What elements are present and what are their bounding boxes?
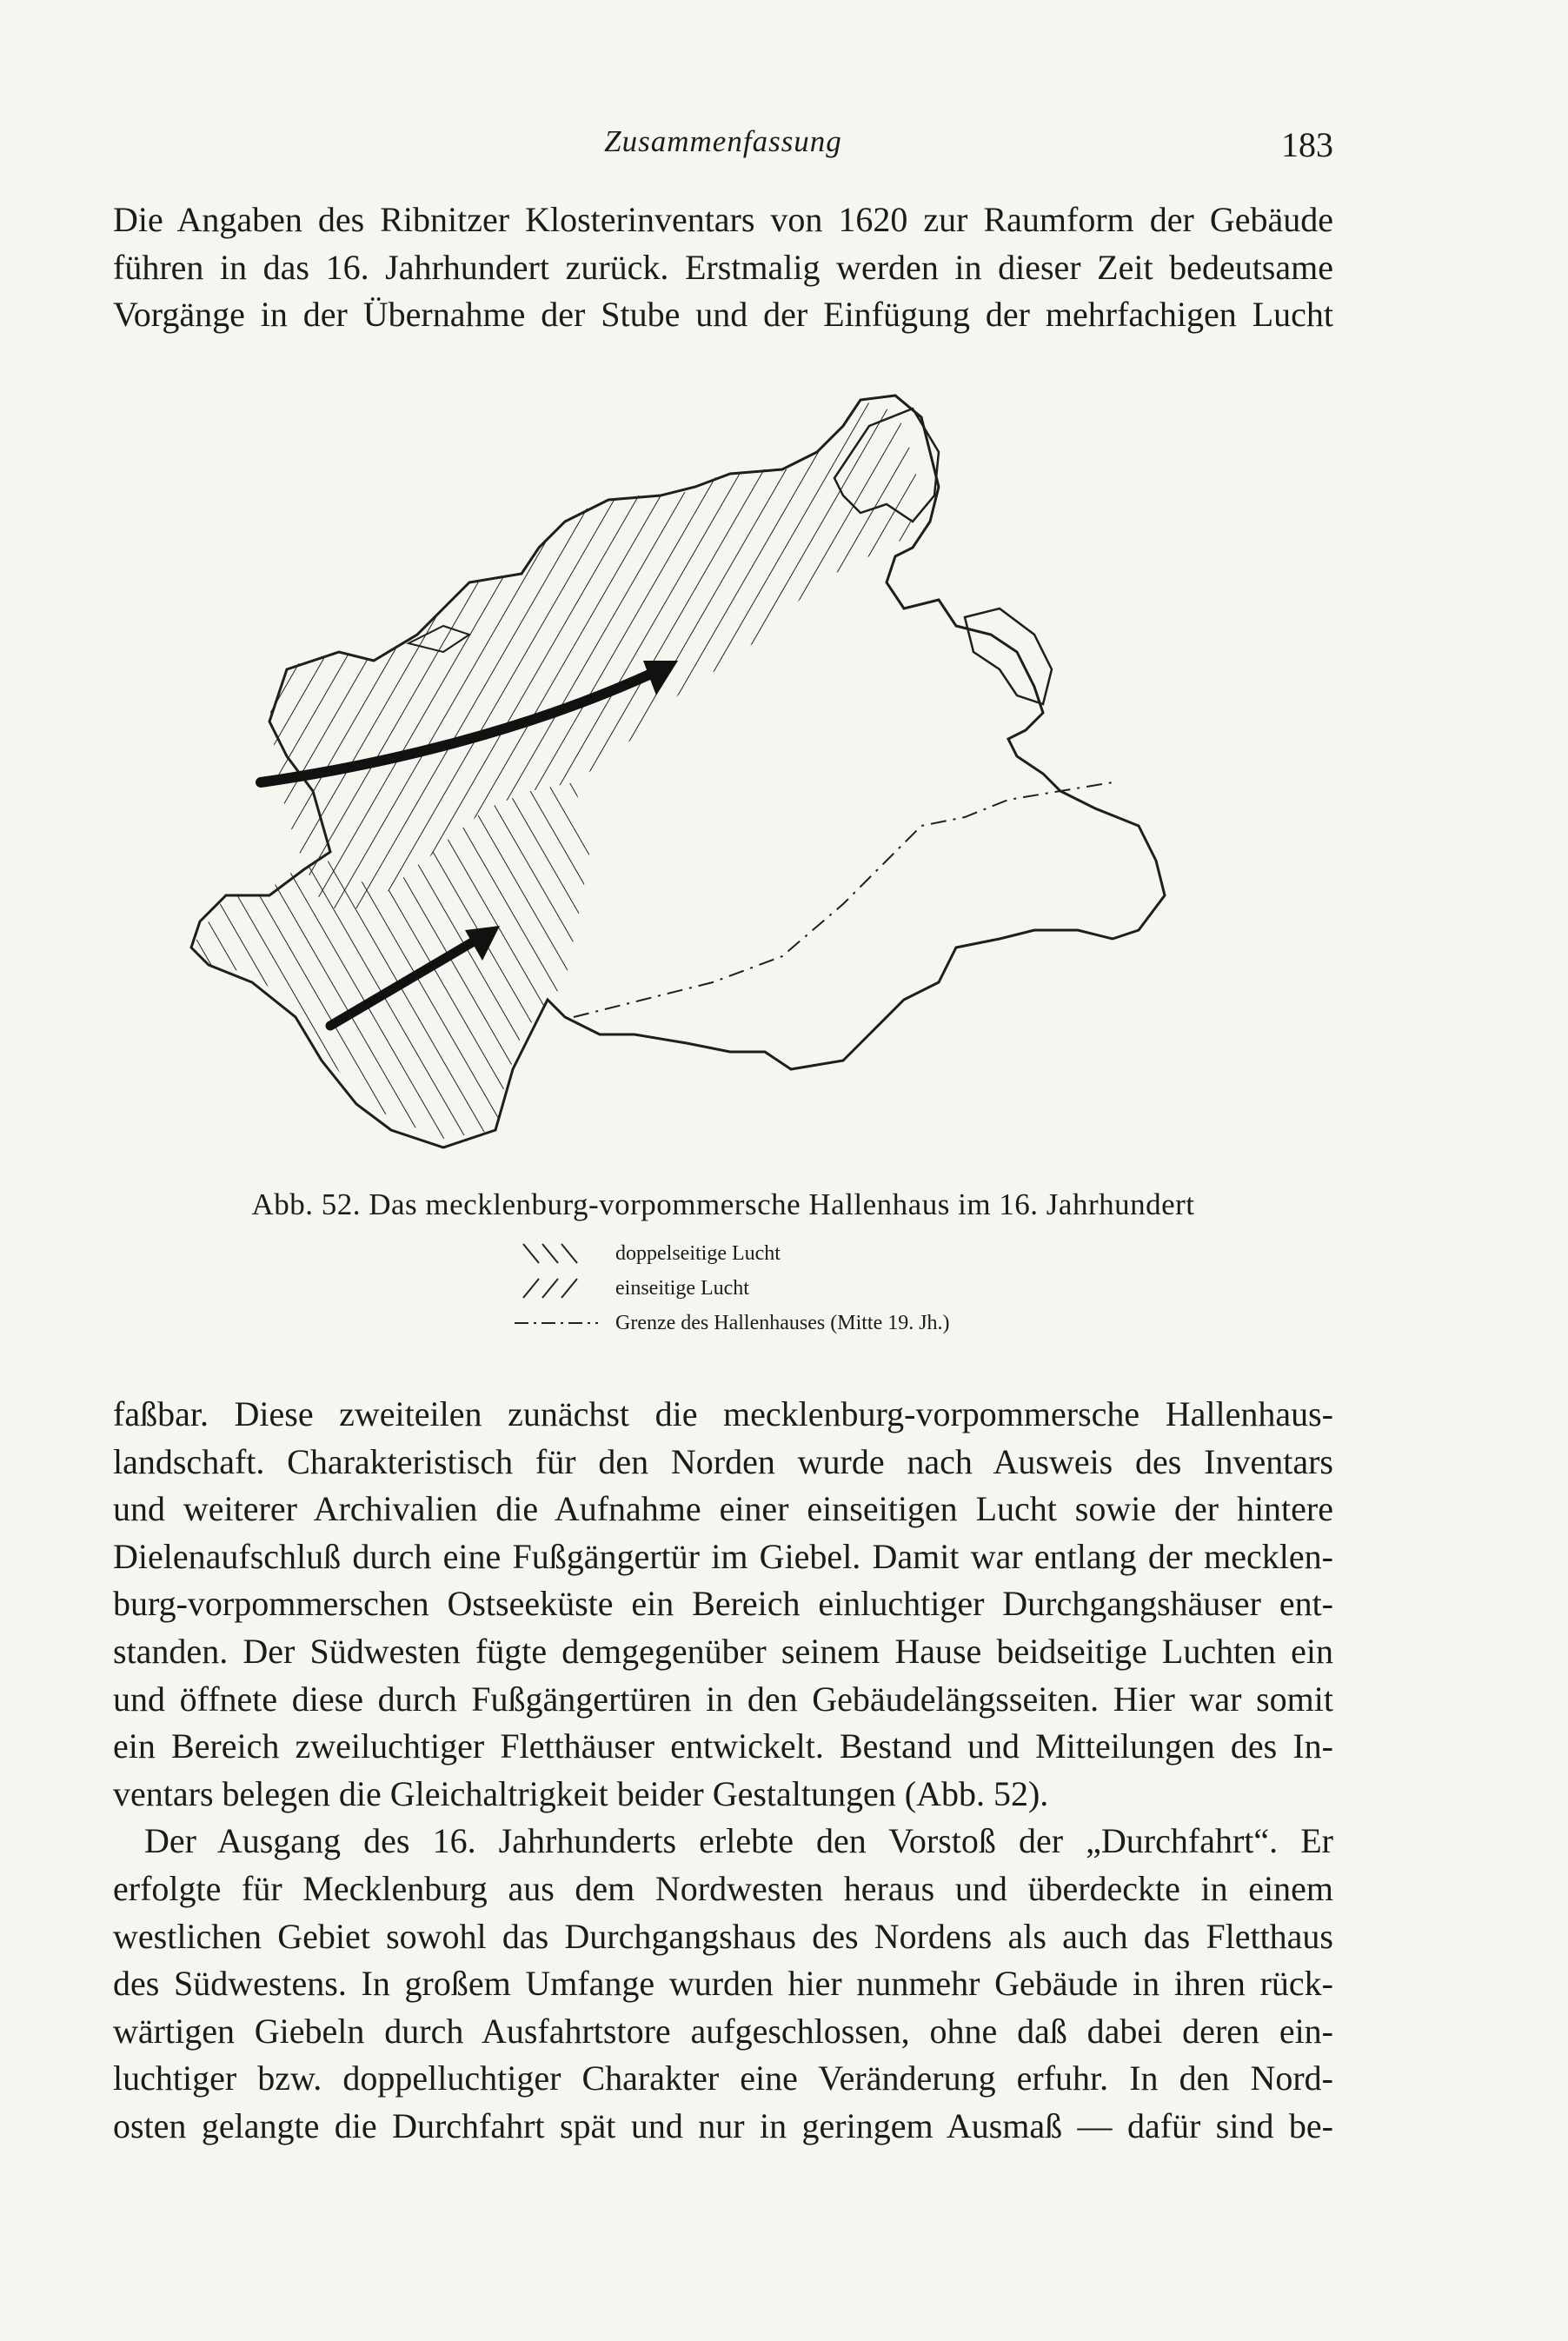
- legend-item: [513, 1271, 1121, 1306]
- single-hatch-icon: [513, 1275, 600, 1301]
- text-line: westlichen Gebiet sowohl das Durchgangshaus des Nordens als auch das Fletthaus: [113, 1916, 1333, 1956]
- running-head: [113, 124, 1333, 168]
- paragraph: [113, 1818, 1333, 2150]
- map-figure: [156, 374, 1243, 1174]
- page-number: 183: [1281, 125, 1333, 164]
- text-line: ventars belegen die Gleichaltrigkeit beider Gestaltungen (Abb. 52).: [113, 1773, 1049, 1813]
- body-text: [113, 1391, 1333, 2151]
- text-line: des Südwestens. In großem Umfange wurden hier nunmehr Gebäude in ihren rück-: [113, 1964, 1333, 2004]
- text-line: burg-vorpommerschen Ostseeküste ein Bereich einluchtiger Durchgangshäuser ent-: [113, 1584, 1333, 1624]
- text-line: Die Angaben des Ribnitzer Klosterinventars von 1620 zur Raumform der Gebäude: [113, 200, 1333, 239]
- text-line: Dielenaufschluß durch eine Fußgängertür im Giebel. Damit war entlang der mecklen-: [113, 1536, 1333, 1576]
- paragraph: [113, 1391, 1333, 1818]
- running-title: Zusammenfassung: [604, 124, 842, 158]
- double-hatch-icon: [513, 1240, 600, 1267]
- text-line: ein Bereich zweiluchtiger Fletthäuser entwickelt. Bestand und Mitteilungen des In-: [113, 1726, 1333, 1766]
- legend-item: [513, 1236, 1121, 1271]
- text-line: standen. Der Südwesten fügte demgegenüber seinem Hause beidseitige Luchten ein: [113, 1631, 1333, 1671]
- text-line: führen in das 16. Jahrhundert zurück. Erstmalig werden in dieser Zeit bedeutsame: [113, 247, 1333, 287]
- text-line: erfolgte für Mecklenburg aus dem Nordwesten heraus und überdeckte in einem: [113, 1868, 1333, 1908]
- figure-legend: [513, 1236, 1121, 1340]
- legend-item: [513, 1306, 1121, 1340]
- text-line: Vorgänge in der Übernahme der Stube und der Einfügung der mehrfachigen Lucht: [113, 295, 1333, 335]
- text-line: und weiterer Archivalien die Aufnahme einer einseitigen Lucht sowie der hintere: [113, 1489, 1333, 1529]
- hallenhaus-boundary-line: [574, 782, 1113, 1017]
- text-line: luchtiger bzw. doppelluchtiger Charakter eine Veränderung erfuhr. In den Nord-: [113, 2058, 1333, 2098]
- text-line: osten gelangte die Durchfahrt spät und nur in geringem Ausmaß — dafür sind be-: [113, 2105, 1333, 2145]
- text-line: Der Ausgang des 16. Jahrhunderts erlebte den Vorstoß der „Durchfahrt“. Er: [144, 1821, 1333, 1861]
- text-line: faßbar. Diese zweiteilen zunächst die mecklenburg-vorpommersche Hallenhaus-: [113, 1394, 1333, 1433]
- legend-label: einseitige Lucht: [615, 1277, 749, 1300]
- legend-label: Grenze des Hallenhauses (Mitte 19. Jh.): [615, 1312, 950, 1334]
- legend-label: doppelseitige Lucht: [615, 1242, 781, 1265]
- text-line: landschaft. Charakteristisch für den Norden wurde nach Ausweis des Inventars: [113, 1441, 1333, 1481]
- top-paragraph: [113, 196, 1333, 339]
- text-line: und öffnete diese durch Fußgängertüren in den Gebäudelängsseiten. Hier war somit: [113, 1679, 1333, 1719]
- text-line: wärtigen Giebeln durch Ausfahrtstore aufgeschlossen, ohne daß dabei deren ein-: [113, 2011, 1333, 2051]
- figure-caption: Abb. 52. Das mecklenburg-vorpommersche Hallenhaus im 16. Jahrhundert: [251, 1187, 1195, 1221]
- dash-dot-line-icon: [513, 1310, 600, 1336]
